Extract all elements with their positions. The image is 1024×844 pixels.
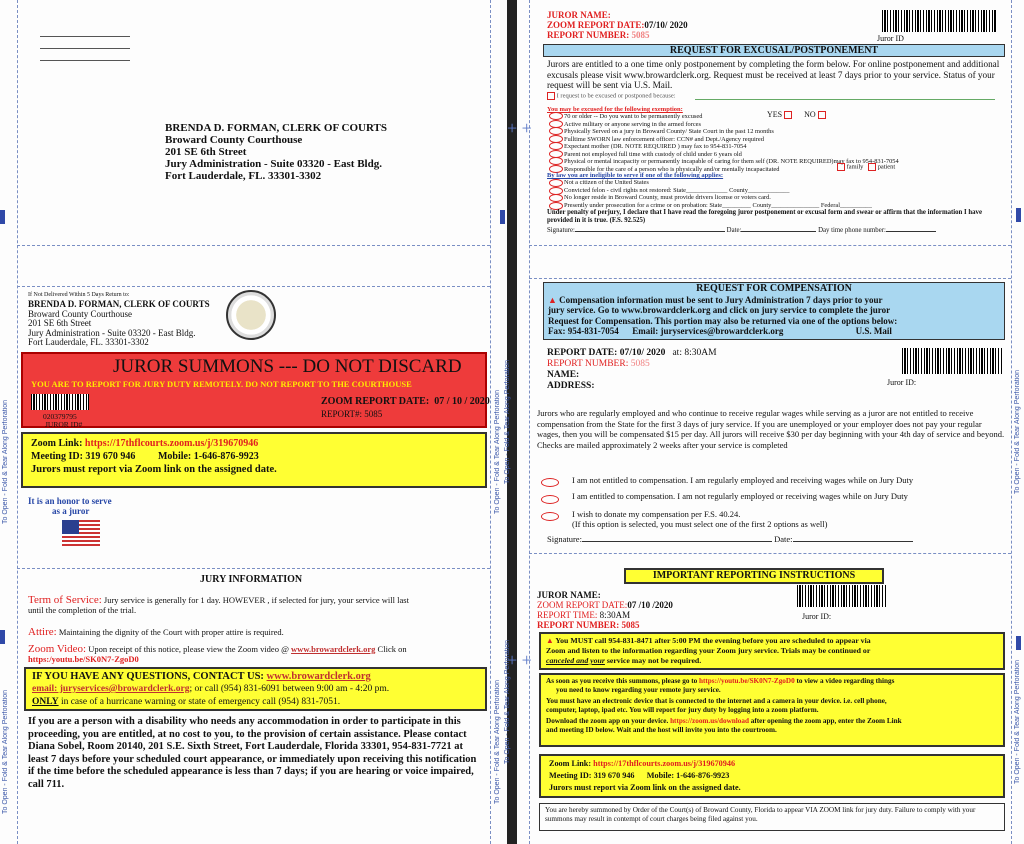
excusal-intro: Jurors are entitled to a one time only postponement by completing the form below. For online postponement and additional excusals please visit www.browardclerk.org. Request must be received at least 7 days prior to your service. Status of your request will be sent via U.S. Mail. xyxy=(547,59,1000,90)
summons-back-page xyxy=(504,0,1024,844)
perforation-line xyxy=(1011,0,1012,844)
ineligible-item: Convicted felon - civil rights not restored: State_____________ County_____________ xyxy=(564,186,790,194)
perforation-label: To Open - Fold & Tear Along Perforation xyxy=(1014,370,1021,494)
yes-no-choice xyxy=(767,110,826,119)
exemption-checkbox[interactable] xyxy=(549,112,563,120)
zoom-link-label: Zoom Link: xyxy=(31,438,83,449)
crosshair-icon: + + xyxy=(507,650,532,670)
report-number-label: REPORT NUMBER: xyxy=(537,620,620,630)
term-label: Term of Service: xyxy=(28,594,102,606)
date-label: Date: xyxy=(774,534,793,544)
exemption-item: Physical or mental incapacity or permanently incapable of caring for them self (DR. NOTE REQUIRED)may fax to 954-831-7054 xyxy=(564,158,899,165)
excusal-request-line xyxy=(547,92,676,100)
zoom-report-date-label: ZOOM REPORT DATE: xyxy=(321,396,430,407)
family-label: family xyxy=(846,163,864,171)
summons-subtitle: YOU ARE TO REPORT FOR JURY DUTY REMOTELY. DO NOT REPORT TO THE COURTHOUSE xyxy=(31,379,412,389)
term-text-2: until the completion of the trial. xyxy=(28,605,137,615)
exemption-checkbox[interactable] xyxy=(549,142,563,150)
date-label: Date: xyxy=(726,227,742,234)
window-line xyxy=(40,60,130,61)
compensation-option-2: I am entitled to compensation. I am not regularly employed or receiving wages while on Jury Duty xyxy=(572,491,908,501)
exemption-checkbox[interactable] xyxy=(549,127,563,135)
margin-tick xyxy=(500,210,505,224)
barcode xyxy=(902,348,1002,374)
warning-icon: ▲ xyxy=(548,294,557,305)
instructions-heading: IMPORTANT REPORTING INSTRUCTIONS xyxy=(624,568,884,584)
date-field[interactable] xyxy=(793,541,913,542)
court-seal-icon xyxy=(226,290,276,340)
compensation-option-1-radio[interactable] xyxy=(541,478,559,487)
return-address xyxy=(165,122,387,182)
perforation-line xyxy=(529,553,1011,554)
zoom-report-date-value: 07 / 10 / 2020 xyxy=(434,396,490,407)
report-number: REPORT#: 5085 xyxy=(321,409,383,419)
compensation-heading: REQUEST FOR COMPENSATION xyxy=(696,283,852,294)
zoom-info-box xyxy=(21,432,487,488)
fax-number: Fax: 954-831-7054 xyxy=(548,326,619,336)
yes-checkbox[interactable] xyxy=(784,111,792,119)
compensation-option-3-radio[interactable] xyxy=(541,512,559,521)
compensation-box xyxy=(543,282,1005,340)
perforation-line xyxy=(17,286,490,287)
term-text: Jury service is generally for 1 day. HOWEVER , if selected for jury, your service will last xyxy=(101,595,409,605)
name-label: NAME: xyxy=(547,370,580,380)
date-field[interactable] xyxy=(741,231,816,232)
barcode xyxy=(31,394,89,410)
perforation-line xyxy=(490,0,491,844)
compensation-email[interactable]: Email: juryservices@browardclerk.org xyxy=(632,326,784,336)
perforation-line xyxy=(529,245,1011,246)
barcode xyxy=(882,10,997,32)
excusal-signature-row xyxy=(547,227,936,234)
address-line: 201 SE 6th Street xyxy=(28,318,92,328)
zoom-video xyxy=(28,644,490,664)
perforation-line xyxy=(17,245,490,246)
honor-line: as a juror xyxy=(52,506,90,516)
signature-label: Signature: xyxy=(547,227,575,234)
margin-tick xyxy=(0,210,5,224)
request-underline xyxy=(695,99,995,100)
attire-text: Maintaining the dignity of the Court with proper attire is required. xyxy=(56,627,284,637)
phone-label: Day time phone number: xyxy=(818,227,886,234)
zoom-report-date-value: 07/10/ 2020 xyxy=(644,20,688,30)
us-flag-icon xyxy=(62,520,100,546)
exemption-item: Physically Served on a jury in Broward County/ State Court in the past 12 months xyxy=(564,128,774,135)
compensation-signature-row xyxy=(547,534,913,544)
ineligible-item: Not a citizen of the United States xyxy=(564,179,649,186)
report-time-value: 8:30AM xyxy=(599,610,631,620)
signature-field[interactable] xyxy=(575,231,725,232)
margin-tick xyxy=(1016,636,1021,650)
compensation-line: Compensation information must be sent to Jury Administration 7 days prior to your xyxy=(559,294,883,305)
address-line: Broward County Courthouse xyxy=(28,308,132,319)
exemption-item: 70 or older -- Do you want to be permanently excused xyxy=(564,113,703,120)
perforation-line xyxy=(529,278,1011,279)
remote-instructions-box xyxy=(539,673,1005,747)
report-number-value: 5085 xyxy=(621,620,640,630)
donate-text: I wish to donate my compensation per F.S. 40.24. xyxy=(572,509,741,519)
phone-field[interactable] xyxy=(886,231,936,232)
compensation-line: jury service. Go to www.browardclerk.org and click on jury service to complete the juror xyxy=(548,305,891,315)
report-date-value: 07/10/ 2020 xyxy=(619,348,666,358)
mailer-address xyxy=(28,300,210,348)
jury-info-heading: JURY INFORMATION xyxy=(200,574,303,585)
compensation-header xyxy=(547,348,717,392)
device-text: You must have an electronic device that is connected to the internet and a camera in your device. i.e. cell phone, xyxy=(546,697,887,705)
compensation-option-3 xyxy=(572,509,827,529)
perforation-label: To Open - Fold & Tear Along Perforation xyxy=(504,640,511,764)
address-line: 201 SE 6th Street xyxy=(165,146,247,158)
call-line: You MUST call 954-831-8471 after 5:00 PM the evening before you are scheduled to appear via xyxy=(555,636,871,645)
zoom-report-date-label: ZOOM REPORT DATE: xyxy=(547,20,645,30)
report-time-label: REPORT TIME: xyxy=(537,610,598,620)
clerk-name: BRENDA D. FORMAN, CLERK OF COURTS xyxy=(165,122,387,134)
summons-box xyxy=(21,352,490,429)
zoom-report-date-value: 07 /10 /2020 xyxy=(627,600,673,610)
exemption-item: Active military or anyone serving in the armed forces xyxy=(564,120,701,128)
ineligible-item: No longer reside in Broward County, must provide drivers license or voters card. xyxy=(564,194,771,201)
exemption-checkbox[interactable] xyxy=(549,157,563,165)
perforation-line xyxy=(17,0,18,844)
download-text: and meeting ID below. Wait and the host will invite you into the courtroom. xyxy=(546,726,777,734)
excusal-heading: REQUEST FOR EXCUSAL/POSTPONEMENT xyxy=(543,44,1005,57)
mobile-number: Mobile: 1-646-876-9923 xyxy=(646,771,730,780)
download-text: after opening the zoom app, enter the Zoom Link xyxy=(748,717,902,725)
mobile-number: Mobile: 1-646-876-9923 xyxy=(157,451,259,462)
no-checkbox[interactable] xyxy=(818,111,826,119)
device-text: computer, laptop, ipad etc. You will report for jury duty by logging into a zoom platform. xyxy=(546,706,819,714)
report-number-value: 5085 xyxy=(631,30,650,40)
address-line: Fort Lauderdale, FL. 33301-3302 xyxy=(165,170,322,182)
zoom-link[interactable]: https://17thflcourts.zoom.us/j/319670946 xyxy=(84,438,259,449)
perforation-label: To Open - Fold & Tear Along Perforation xyxy=(494,390,501,514)
attire-label: Attire: xyxy=(28,626,57,638)
juror-id-label: Juror ID: xyxy=(887,378,917,387)
perjury-statement: Under penalty of perjury, I declare that I have read the foregoing juror postponement or excusal form and swear or affirm that the information I have provided in it is true. (F.S. 92.525) xyxy=(547,209,982,224)
excusal-header xyxy=(547,10,688,40)
video-url[interactable]: https:/youtu.be/SK0N7-ZgoD0 xyxy=(28,654,139,664)
juror-id-label: Juror ID: xyxy=(802,612,832,621)
address-line: Broward County Courthouse xyxy=(165,134,303,146)
video-label: Zoom Video: xyxy=(28,643,87,655)
asap-text: As soon as you receive this summons, please go to xyxy=(546,677,700,685)
donate-note: (If this option is selected, you must select one of the first 2 options as well) xyxy=(572,519,828,529)
report-number-label: REPORT NUMBER: xyxy=(547,30,630,40)
ineligible-item: Presently under prosecution for a crime or on probation: State_________ County_______________ Federal__________ xyxy=(564,201,872,209)
asap-text: you need to know regarding your remote jury service. xyxy=(556,686,721,694)
call-line: service may not be required. xyxy=(604,656,702,665)
barcode-number: 020379795 xyxy=(43,412,77,421)
juror-name-label: JUROR NAME: xyxy=(537,590,601,600)
warning-icon: ▲ xyxy=(546,636,554,645)
margin-tick xyxy=(1016,208,1021,222)
crosshair-icon: + + xyxy=(507,118,532,138)
ineligible-checkbox[interactable] xyxy=(549,194,563,202)
call-line: Zoom and listen to the information regarding your Zoom jury service. Trials may be continued or xyxy=(546,646,871,655)
family-checkbox[interactable] xyxy=(837,163,845,171)
yes-label: YES xyxy=(767,110,783,119)
call-box xyxy=(539,632,1005,670)
summons-front-page xyxy=(0,0,507,844)
no-label: NO xyxy=(804,110,816,119)
video-text: Upon receipt of this notice, please view the Zoom video @ xyxy=(86,644,292,654)
exemption-item: Fulltime SWORN law enforcement officer: CCN# and Dept./Agency required xyxy=(564,135,764,143)
summons-title: JUROR SUMMONS --- DO NOT DISCARD xyxy=(113,356,462,377)
honor-line: It is an honor to serve xyxy=(28,496,112,506)
compensation-body: Jurors who are regularly employed and who continue to receive regular wages while serving as a juror are not entitled to receive compensation from the State for the first 3 days of jury service. If you are unemployed or your employer does not pay your regular wages, then you will be compensated $15 per day. All jurors will receive $30 per day beginning with your 4th day of service and beyond. Checks are mailed approximately 2 weeks after your service is completed xyxy=(537,408,1005,450)
zoom-link-label: Zoom Link: xyxy=(549,759,592,768)
ineligible-checkbox[interactable] xyxy=(549,179,563,187)
zoom-info-box xyxy=(539,754,1005,798)
disability-notice: If you are a person with a disability who needs any accommodation in order to participate in this proceeding, you are entitled, at no cost to you, to the provision of certain assistance. Please contact Diana Sobel, Room 20140, 201 S.E. Sixth Street, Fort Lauderdale, Florida 33301, 954-831-7721 at least 7 days before your scheduled court appearance, or immediately upon receiving this notification if the time before the scheduled appearance is less than 7 days; if you are hearing or voice impaired, call 711. xyxy=(28,716,477,790)
window-line xyxy=(40,48,130,49)
questions-link[interactable]: www.browardclerk.org xyxy=(266,671,371,682)
honor-text xyxy=(28,496,112,516)
asap-text: to view a video regarding things xyxy=(794,677,895,685)
exemptions-list xyxy=(564,113,1004,173)
meeting-id: Meeting ID: 319 670 946 xyxy=(31,451,136,462)
zoom-link[interactable]: https://17thflcourts.zoom.us/j/319670946 xyxy=(593,759,736,768)
ineligible-heading: By law you are ineligible to serve if one of the following applies: xyxy=(547,172,724,179)
juror-name-label: JUROR NAME: xyxy=(547,10,611,20)
compensation-option-1: I am not entitled to compensation. I am regularly employed and receiving wages while on Jury Duty xyxy=(572,475,914,485)
address-line: Jury Administration - Suite 03320 - East Bldg. xyxy=(28,327,196,338)
zoom-download-link[interactable]: https://zoom.us/download xyxy=(670,717,749,725)
barcode xyxy=(797,585,887,607)
questions-email[interactable]: email: juryservices@browardclerk.org xyxy=(32,684,190,694)
must-report: Jurors must report via Zoom link on the assigned date. xyxy=(549,783,741,792)
exemption-item: Expectant mother (DR. NOTE REQUIRED ) may fax to 954-831-7054 xyxy=(564,143,747,150)
perforation-label: To Open - Fold & Tear Along Perforation xyxy=(2,690,9,814)
questions-heading: IF YOU HAVE ANY QUESTIONS, CONTACT US: xyxy=(32,671,267,682)
report-number-label: REPORT NUMBER: xyxy=(547,359,629,369)
clerk-name: BRENDA D. FORMAN, CLERK OF COURTS xyxy=(28,299,210,309)
ineligible-list xyxy=(564,179,1004,209)
juror-id-label: JUROR ID# xyxy=(45,420,83,429)
report-number-value: 5085 xyxy=(630,359,650,369)
questions-phone: ; or call (954) 831-6091 between 9:00 am - 4:20 pm. xyxy=(189,684,390,694)
zoom-report-date-label: ZOOM REPORT DATE: xyxy=(537,600,628,610)
address-line: Jury Administration - Suite 03320 - East Bldg. xyxy=(165,158,382,170)
report-time: at: 8:30AM xyxy=(672,348,717,358)
window-line xyxy=(40,36,130,37)
juror-id-label: Juror ID xyxy=(877,34,904,43)
must-report: Jurors must report via Zoom link on the assigned date. xyxy=(31,464,277,475)
return-notice: If Not Delivered Within 5 Days Return to: xyxy=(28,292,130,298)
exemptions-heading: You may be excused for the following exemption: xyxy=(547,106,683,113)
signature-field[interactable] xyxy=(582,541,772,542)
request-checkbox[interactable] xyxy=(547,92,555,100)
canceled-text: canceled and your xyxy=(546,656,605,665)
perforation-label: To Open - Fold & Tear Along Perforation xyxy=(494,680,501,804)
questions-box xyxy=(24,667,487,711)
address-label: ADDRESS: xyxy=(547,381,595,391)
video-link[interactable]: https://youtu.be/SK0N7-ZgoD0 xyxy=(699,677,795,685)
zoom-report-date xyxy=(321,396,490,407)
report-date-label: REPORT DATE: xyxy=(547,348,618,358)
video-text-2: Click on xyxy=(375,644,407,654)
meeting-id: Meeting ID: 319 670 946 xyxy=(549,771,635,780)
request-label: I request to be excused or postponed because: xyxy=(556,92,676,100)
margin-tick xyxy=(0,630,5,644)
download-text: Download the zoom app on your device. xyxy=(546,717,671,725)
us-mail: U.S. Mail xyxy=(855,326,892,336)
perforation-label: To Open - Fold & Tear Along Perforation xyxy=(2,400,9,524)
patient-checkbox[interactable] xyxy=(868,163,876,171)
perforation-label: To Open - Fold & Tear Along Perforation xyxy=(1014,660,1021,784)
term-of-service xyxy=(28,595,490,615)
clerk-website-link[interactable]: www.browardclerk.org xyxy=(291,644,376,654)
compensation-option-2-radio[interactable] xyxy=(541,495,559,504)
family-patient-choice xyxy=(837,163,895,171)
exemption-item: Parent not employed full time with custody of child under 6 years old xyxy=(564,150,742,158)
signature-label: Signature: xyxy=(547,534,582,544)
instructions-header xyxy=(537,590,673,630)
attire xyxy=(28,626,284,638)
patient-label: patient xyxy=(877,163,896,171)
perforation-label: To Open - Fold & Tear Along Perforation xyxy=(504,360,511,484)
only-label: ONLY xyxy=(32,697,59,707)
legal-footer: You are hereby summoned by Order of the Court(s) of Broward County, Florida to appear VIA ZOOM link for jury duty. Failure to comply with your summons may result in contempt of court charges being filed against you. xyxy=(539,803,1005,831)
compensation-line: Request for Compensation. This portion may also be returned via one of the options below: xyxy=(548,315,898,326)
exemption-item: Responsible for the care of a person who is physically and/or mentally incapacitated xyxy=(564,165,780,173)
address-line: Fort Lauderdale, FL. 33301-3302 xyxy=(28,337,149,347)
perforation-line xyxy=(17,568,490,569)
emergency-text: in case of a hurricane warning or state of emergency call (954) 831-7051. xyxy=(58,697,341,707)
